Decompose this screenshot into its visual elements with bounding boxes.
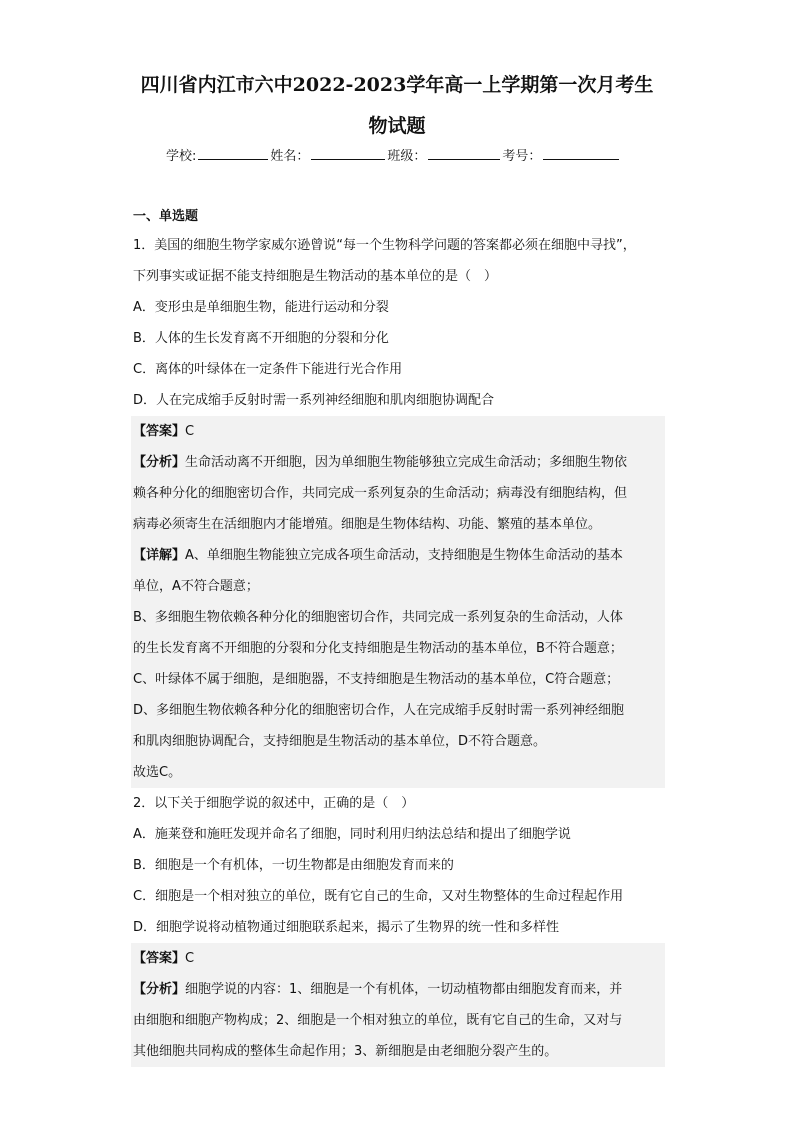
q1-conclusion: 故选C。 — [133, 765, 182, 780]
q1-detail-line-5: C、叶绿体不属于细胞，是细胞器，不支持细胞是生物活动的基本单位，C符合题意； — [133, 672, 620, 687]
q1-analysis-line-1 — [131, 447, 665, 478]
q1-analysis-tag: 【分析】 — [133, 455, 186, 470]
q2-analysis-line-2: 由细胞和细胞产物构成；2、细胞是一个相对独立的单位，既有它自己的生命，又对与 — [133, 1013, 623, 1028]
student-info-row — [166, 145, 621, 164]
q1-detail-line-3: B、多细胞生物依赖各种分化的细胞密切合作，共同完成一系列复杂的生命活动，人体 — [133, 610, 623, 625]
q1-solution-block — [131, 416, 665, 788]
q2-option-b: B．细胞是一个有机体，一切生物都是由细胞发育而来的 — [133, 858, 454, 873]
class-label: 班级： — [387, 149, 427, 164]
document-title-line-2: 物试题 — [368, 115, 426, 137]
q1-option-b: B．人体的生长发育离不开细胞的分裂和分化 — [133, 331, 389, 346]
q2-analysis-line-3: 其他细胞共同构成的整体生命起作用；3、新细胞是由老细胞分裂产生的。 — [133, 1044, 558, 1059]
q2-stem: 2．以下关于细胞学说的叙述中，正确的是（ ） — [133, 796, 415, 811]
name-blank — [311, 147, 385, 160]
q1-detail-line-7: 和肌肉细胞协调配合，支持细胞是生物活动的基本单位，D不符合题意。 — [133, 734, 547, 749]
number-blank — [543, 147, 619, 160]
q1-option-c: C．离体的叶绿体在一定条件下能进行光合作用 — [133, 362, 403, 377]
q1-detail-line-1 — [131, 540, 665, 571]
q1-analysis-text-1: 生命活动离不开细胞，因为单细胞生物能够独立完成生命活动；多细胞生物依 — [185, 455, 628, 470]
q2-option-a: A．施莱登和施旺发现并命名了细胞，同时利用归纳法总结和提出了细胞学说 — [133, 827, 571, 842]
q2-option-d: D．细胞学说将动植物通过细胞联系起来，揭示了生物界的统一性和多样性 — [133, 920, 560, 935]
q2-analysis-line-1 — [131, 974, 665, 1005]
q2-answer-value: C — [185, 951, 195, 966]
q1-answer-tag: 【答案】 — [133, 424, 186, 439]
q1-analysis-line-3: 病毒必须寄生在活细胞内才能增殖。细胞是生物体结构、功能、繁殖的基本单位。 — [133, 517, 602, 532]
q1-analysis-line-2: 赖各种分化的细胞密切合作，共同完成一系列复杂的生命活动；病毒没有细胞结构，但 — [133, 486, 628, 501]
question-2 — [131, 788, 665, 1067]
document-title-line-1: 四川省内江市六中2022-2023学年高一上学期第一次月考生 — [140, 74, 654, 96]
class-blank — [428, 147, 500, 160]
school-label: 学校: — [166, 149, 197, 164]
q1-stem-line-1: 1．美国的细胞生物学家威尔逊曾说“每一个生物科学问题的答案都必须在细胞中寻找”， — [133, 238, 636, 253]
q2-answer — [131, 943, 665, 974]
q2-solution-block — [131, 943, 665, 1067]
q1-option-a: A．变形虫是单细胞生物，能进行运动和分裂 — [133, 300, 389, 315]
q1-answer-value: C — [185, 424, 195, 439]
number-label: 考号： — [502, 149, 542, 164]
q1-answer — [131, 416, 665, 447]
section-heading: 一、单选题 — [133, 209, 199, 224]
name-label: 姓名： — [270, 149, 310, 164]
q1-stem-line-2: 下列事实或证据不能支持细胞是生物活动的基本单位的是（ ） — [133, 269, 498, 284]
q2-option-c: C．细胞是一个相对独立的单位，既有它自己的生命，又对生物整体的生命过程起作用 — [133, 889, 624, 904]
q2-answer-tag: 【答案】 — [133, 951, 186, 966]
q2-analysis-text-1: 细胞学说的内容：1、细胞是一个有机体，一切动植物都由细胞发育而来，并 — [185, 982, 623, 997]
school-blank — [198, 147, 268, 160]
q1-detail-line-2: 单位，A不符合题意； — [133, 579, 259, 594]
q1-detail-line-4: 的生长发育离不开细胞的分裂和分化支持细胞是生物活动的基本单位，B不符合题意； — [133, 641, 623, 656]
question-content — [131, 204, 665, 1067]
q1-option-d: D．人在完成缩手反射时需一系列神经细胞和肌肉细胞协调配合 — [133, 393, 495, 408]
q2-analysis-tag: 【分析】 — [133, 982, 186, 997]
q1-detail-tag: 【详解】 — [133, 548, 186, 563]
q1-detail-text-1: A、单细胞生物能独立完成各项生命活动，支持细胞是生物体生命活动的基本 — [185, 548, 623, 563]
q1-detail-line-6: D、多细胞生物依赖各种分化的细胞密切合作，人在完成缩手反射时需一系列神经细胞 — [133, 703, 625, 718]
question-1 — [131, 230, 665, 788]
